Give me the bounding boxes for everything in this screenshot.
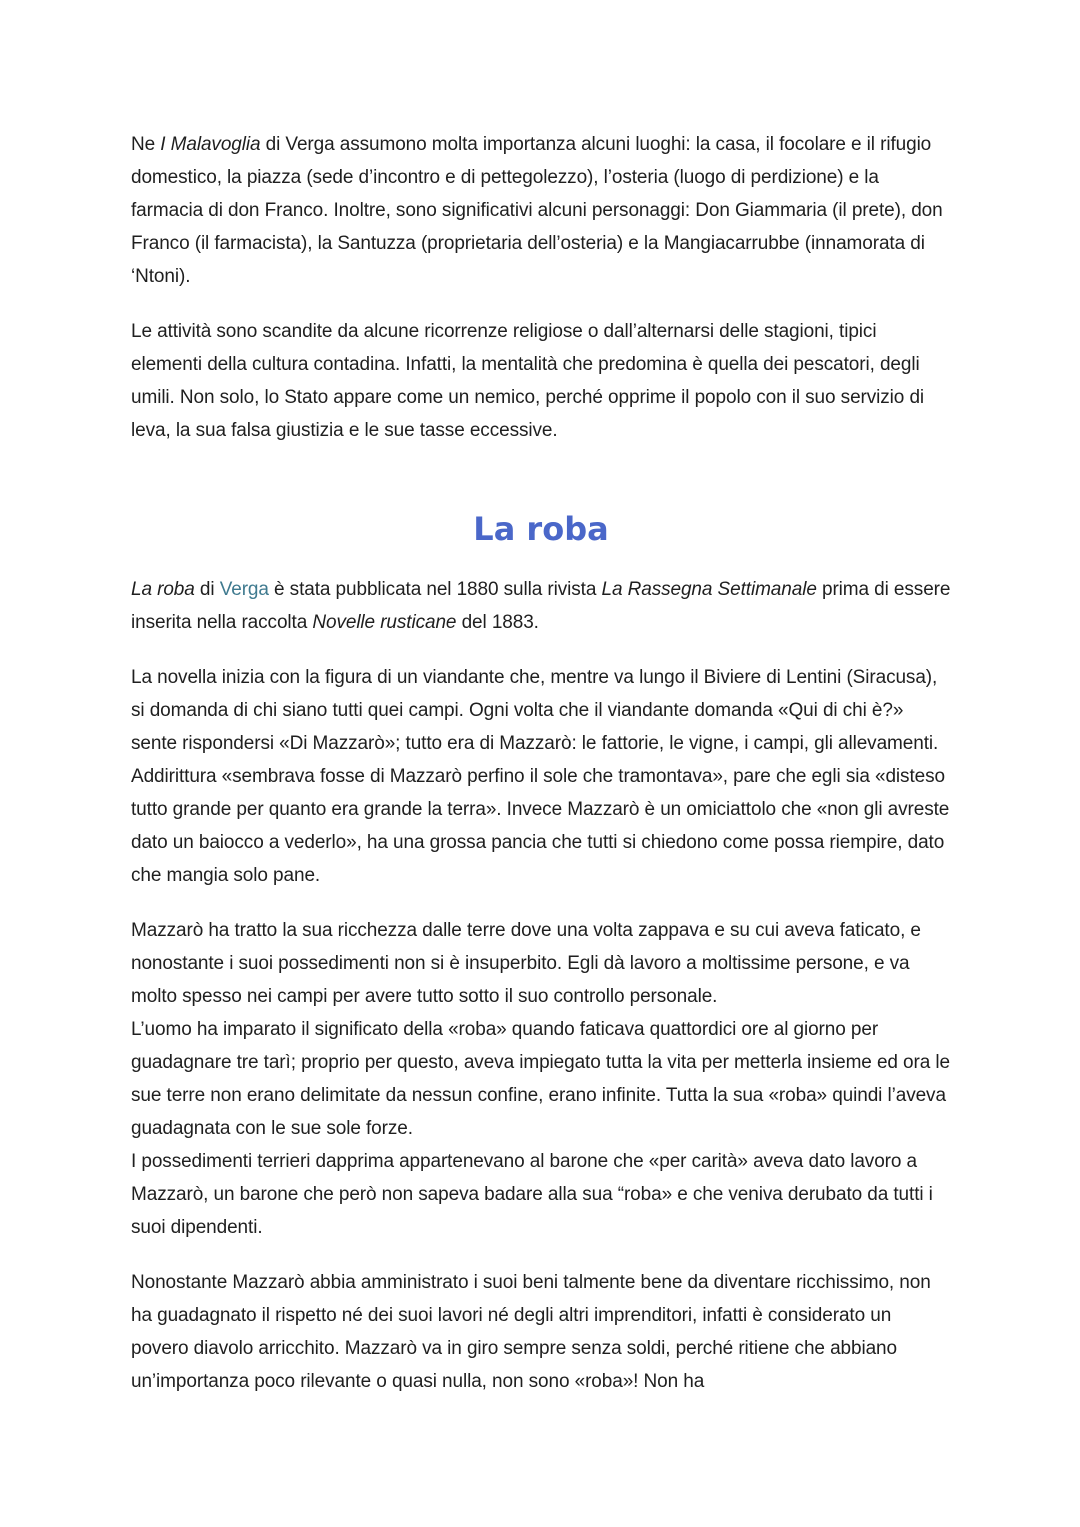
document-page bbox=[131, 128, 951, 1398]
section-heading-la-roba: La roba bbox=[473, 510, 609, 548]
book-title-malavoglia: I Malavoglia bbox=[160, 134, 261, 155]
paragraph-malavoglia-places bbox=[131, 128, 951, 293]
paragraph-roba-meaning: L’uomo ha imparato il significato della «roba» quando faticava quattordici ore al giorno per guadagnare tre tarì; proprio per questo, aveva impiegato tutta la vita per metterla insieme ed ora le sue terre non erano delimitate da nessun confine, erano infinite. Tutta la sua «roba» quindi l’aveva guadagnata con le sue sole forze. bbox=[131, 1019, 950, 1139]
text-fragment: di bbox=[194, 579, 220, 600]
paragraph-peasant-culture: Le attività sono scandite da alcune ricorrenze religiose o dall’alternarsi delle stagioni, tipici elementi della cultura contadina. Infatti, la mentalità che predomina è quella dei pescatori, degli umili. Non solo, lo Stato appare come un nemico, perché opprime il popolo con il suo servizio di leva, la sua falsa giustizia e le sue tasse eccessive. bbox=[131, 321, 925, 441]
text-fragment: del 1883. bbox=[456, 612, 539, 633]
text-fragment: di Verga assumono molta importanza alcuni luoghi: la casa, il focolare e il rifugio domestico, la piazza (sede d’incontro e di pettegolezzo), l’osteria (luogo di perdizione) e la farmacia di don Franco. Inoltre, sono significativi alcuni personaggi: Don Giammaria (il prete), don Franco (il farmacista), la Santuzza (proprietaria dell’osteria) e la Mangiacarrubbe (innamorata di ‘Ntoni). bbox=[131, 134, 943, 287]
text-fragment: è stata pubblicata nel 1880 sulla rivista bbox=[268, 579, 602, 600]
collection-title: Novelle rusticane bbox=[312, 612, 457, 633]
text-fragment: Ne bbox=[131, 134, 161, 155]
text-fragment: prima di essere inserita nella raccolta bbox=[131, 579, 951, 633]
paragraph-publication bbox=[131, 573, 951, 639]
paragraph-mazzaro-wealth: Mazzarò ha tratto la sua ricchezza dalle terre dove una volta zappava e su cui aveva faticato, e nonostante i suoi possedimenti non si è insuperbito. Egli dà lavoro a moltissime persone, e va molto spesso nei campi per avere tutto sotto il suo controllo personale. bbox=[131, 920, 921, 1007]
paragraph-barone: I possedimenti terrieri dapprima appartenevano al barone che «per carità» aveva dato lavoro a Mazzarò, un barone che però non sapeva badare alla sua “roba» e che veniva derubato da tutti i suoi dipendenti. bbox=[131, 1151, 933, 1238]
paragraph-respect: Nonostante Mazzarò abbia amministrato i suoi beni talmente bene da diventare ricchissimo, non ha guadagnato il rispetto né dei suoi lavori né degli altri imprenditori, infatti è considerato un povero diavolo arricchito. Mazzarò va in giro sempre senza soldi, perché ritiene che abbiano un’importanza poco rilevante o quasi nulla, non sono «roba»! Non ha bbox=[131, 1272, 931, 1392]
verga-link[interactable]: Verga bbox=[219, 579, 269, 600]
novella-title: La roba bbox=[131, 579, 195, 600]
paragraph-viandante: La novella inizia con la figura di un viandante che, mentre va lungo il Biviere di Lentini (Siracusa), si domanda di chi siano tutti quei campi. Ogni volta che il viandante domanda «Qui di chi è?» sente rispondersi «Di Mazzarò»; tutto era di Mazzarò: le fattorie, le vigne, i campi, gli allevamenti. Addirittura «sembrava fosse di Mazzarò perfino il sole che tramontava», pare che egli sia «disteso tutto grande per quanto era grande la terra». Invece Mazzarò è un omiciattolo che «non gli avreste dato un baiocco a vederlo», ha una grossa pancia che tutti si chiedono come possa riempire, dato che mangia solo pane. bbox=[131, 667, 950, 886]
magazine-title: La Rassegna Settimanale bbox=[601, 579, 817, 600]
